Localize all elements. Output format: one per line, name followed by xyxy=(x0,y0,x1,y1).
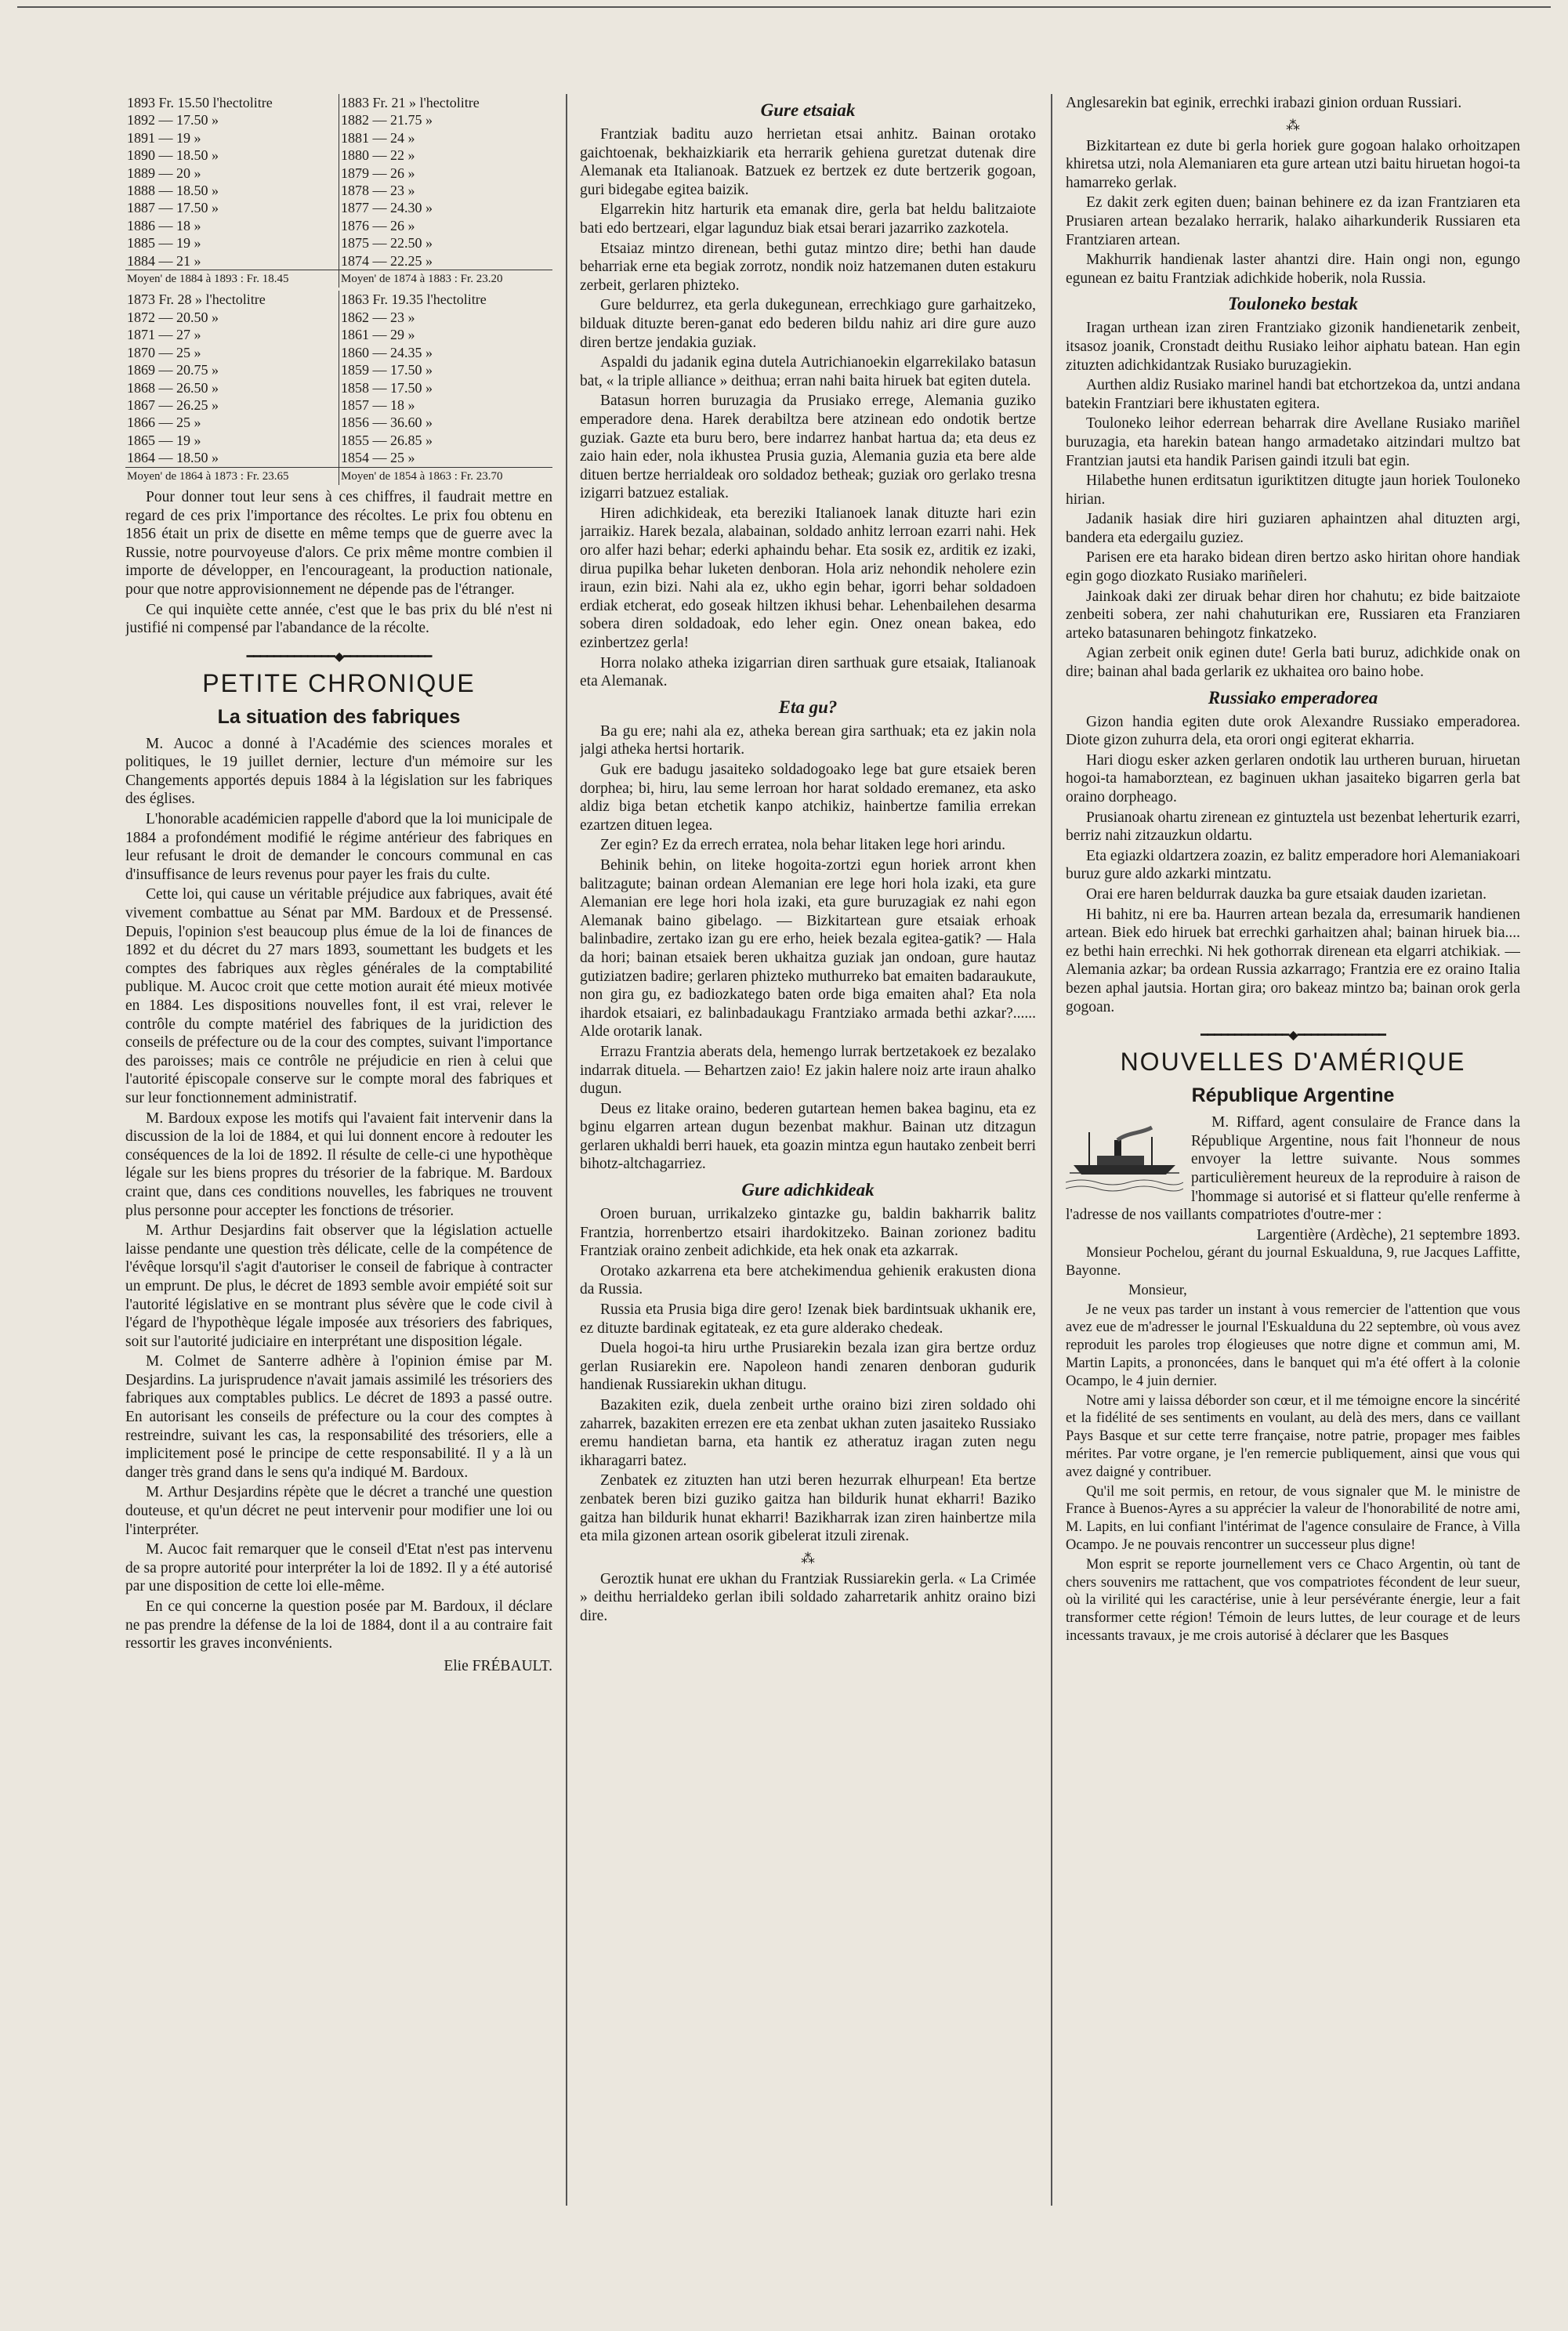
price-entry: 1889 — 20 » xyxy=(125,165,339,182)
price-entry: 1890 — 18.50 » xyxy=(125,147,339,164)
paragraph: M. Arthur Desjardins fait observer que la législation actuelle laisse pendante une question très délicate, celle de la compétence de l'évêque lorsqu'il s'agit d'autoriser le conseil de fabrique à contracter un emprunt. De plus, le décret de 1893 semble avoir empiété soit sur l'autorité législative en se montrant plus sévère que le code civil à l'égard de l'hypothèque légale imposée aux trésoriers des fabriques, soit sur l'autorité judiciaire en interprétant une disposition légale. xyxy=(125,1222,552,1350)
letter-salutation: Monsieur, xyxy=(1128,1282,1187,1298)
steamship-illustration xyxy=(1066,1117,1183,1195)
article-title: Eta gu? xyxy=(778,697,838,717)
column-2 xyxy=(580,94,1036,2225)
average-price: Moyen' de 1874 à 1883 : Fr. 23.20 xyxy=(339,270,553,288)
price-entry: 1877 — 24.30 » xyxy=(341,200,433,216)
price-entry: 1874 — 22.25 » xyxy=(341,252,433,269)
price-entry: 1858 — 17.50 » xyxy=(341,379,433,396)
price-entry: 1854 — 25 » xyxy=(341,450,415,466)
letter-date: Largentière (Ardèche), 21 septembre 1893. xyxy=(1256,1226,1520,1243)
letter-addressee: Monsieur Pochelou, gérant du journal Eskualduna, 9, rue Jacques Laffitte, Bayonne. xyxy=(1066,1245,1520,1280)
paragraph: Russia eta Prusia biga dire gero! Izenak biek bardintsuak ukhanik ere, ez dituzte bardinak egitateak, ez eta gure alderako chedeak. xyxy=(580,1301,1036,1337)
price-entry: 1865 — 19 » xyxy=(125,432,339,449)
paragraph: Deus ez litake oraino, bederen gutartean hemen bakea baginu, eta ez bginu elgarren artean dugun bezenbat makhur. Bainan utz ditzagun gerlaren ukhaldi berri hauek, eta goazin mintza egun hautako zenbeit berri bihotz-altchagarriez. xyxy=(580,1100,1036,1173)
price-entry: 1863 Fr. 19.35 l'hectolitre xyxy=(341,291,487,308)
article-title: République Argentine xyxy=(1191,1084,1395,1107)
paragraph: Orotako azkarrena eta bere atchekimendua gehienik erakusten diona da Russia. xyxy=(580,1262,1036,1298)
paragraph: Bizkitartean ez dute bi gerla horiek gure gogoan halako orhoitzapen khiretsa utzi, nola Alemaniaren eta gure artean utzi baitu hiruetan hogoi-ta hamarreko gerlak. xyxy=(1066,137,1520,191)
paragraph: Gizon handia egiten dute orok Alexandre Russiako emperadorea. Diote gizon zuhurra dela, eta orori ongi egiterat ekharria. xyxy=(1066,713,1520,749)
paragraph: Parisen ere eta harako bidean diren bertzo asko hiritan ohore handiak egin gogo diozkato Rusiako mariñeleri. xyxy=(1066,549,1520,585)
price-entry: 1861 — 29 » xyxy=(341,327,415,343)
ornament-divider: ━━━━━━━━━━━━━◆━━━━━━━━━━━━━ xyxy=(246,650,432,664)
letter-paragraph: Qu'il me soit permis, en retour, de vous signaler que M. le ministre de France à Buenos-Ayres a su apprécier la valeur de l'honorabilité de notre ami, M. Lapits, en lui confiant l'intérimat de l'agence consulaire de France, à Villa Ocampo. Je ne pouvais rencontrer un successeur plus digne! xyxy=(1066,1483,1520,1554)
paragraph: Etsaiaz mintzo direnean, bethi gutaz mintzo dire; bethi han daude beharriak erne eta begiak zorrotz, nondik noiz hatzemanen duten estakuru zerbeit, gerlaren phizteko. xyxy=(580,240,1036,294)
paragraph: Iragan urthean izan ziren Frantziako gizonik handienetarik zenbeit, itsasoz joanik, Cronstadt deithu Rusiako leihor aiphatu batean. Han egin zituzten adichkidantzak Rusiako buruzagiekin. xyxy=(1066,320,1520,374)
paragraph: Aspaldi du jadanik egina dutela Autrichianoekin elgarrekilako batasun bat, « la triple alliance » deithua; erran nahi baita hiruek bat egiten dutela. xyxy=(580,354,1036,389)
paragraph: Orai ere haren beldurrak dauzka ba gure etsaiak dauden izarietan. xyxy=(1086,885,1487,903)
price-entry: 1875 — 22.50 » xyxy=(341,235,433,252)
average-price: Moyen' de 1884 à 1893 : Fr. 18.45 xyxy=(125,270,339,288)
paragraph: M. Aucoc a donné à l'Académie des sciences morales et politiques, le 19 juillet dernier, lecture d'un mémoire sur les Changements apportés depuis 1884 à la législation sur les fabriques des églises. xyxy=(125,735,552,808)
price-entry: 1884 — 21 » xyxy=(125,252,339,270)
price-entry: 1876 — 26 » xyxy=(341,217,415,233)
paragraph: Anglesarekin bat eginik, errechki irabazi ginion orduan Russiari. xyxy=(1066,95,1462,111)
price-entry: 1891 — 19 » xyxy=(125,129,339,147)
price-entry: 1859 — 17.50 » xyxy=(341,362,433,378)
column-rule xyxy=(566,94,567,2206)
paragraph: M. Arthur Desjardins répète que le décret a tranché une question douteuse, et qu'un décret ne peut intervenir pour modifier une loi ou l'interpréter. xyxy=(125,1484,552,1538)
paragraph: Hiren adichkideak, eta bereziki Italianoek lanak dituzte hari ezin jarraikiz. Harek bezala, alabainan, soldado anhitz lerroan ezarri nahi. Hek oro alfer hazi behar; ederki aphaindu behar. Eta sosik ez, arditik ez izaki, dirua pupilka behar luketen denboran. Hola ariz nehondik neholere ezin iraun, ezin bizi. Nahi ala ez, ukho egin behar, igorri behar soldadoen erdiak etcherat, edo goseak hiltzen ikhusi behar. Lehenbailehen desarma sobera diren soldadoak, edo leher egin. Onez onean bakea, edo ezinbertzez gerla! xyxy=(580,505,1036,652)
paragraph: Batasun horren buruzagia da Prusiako errege, Alemania guziko emperadore dena. Harek derabiltza bere atzinean edo ondotik bertze guziak. Gazte eta buru bero, bere indarrez hanbat hartua da; eta deus ez zaio hain eder, nola ikhustea Prusia guzia, Alemania guzia eta bere alde dituen bertze herrialdeak oro soldadoz betheak; guziak oro gerlako tresna izigarri batzuez estaliak. xyxy=(580,393,1036,502)
average-price: Moyen' de 1854 à 1863 : Fr. 23.70 xyxy=(339,467,553,485)
paragraph: Eta egiazki oldartzera zoazin, ez balitz emperadore hori Alemaniakoari buruz gure aldo azkarki mintzatu. xyxy=(1066,847,1520,883)
article-title: La situation des fabriques xyxy=(217,705,461,728)
price-entry: 1879 — 26 » xyxy=(341,165,415,181)
article-title: Gure etsaiak xyxy=(760,100,856,120)
price-entry: 1878 — 23 » xyxy=(341,183,415,199)
stars-separator: ⁂ xyxy=(1286,117,1300,133)
price-entry: 1872 — 20.50 » xyxy=(125,309,339,326)
price-entry: 1862 — 23 » xyxy=(341,309,415,325)
average-price: Moyen' de 1864 à 1873 : Fr. 23.65 xyxy=(125,467,339,485)
section-title: PETITE CHRONIQUE xyxy=(202,668,476,697)
paragraph: Zer egin? Ez da errech erratea, nola behar litaken lege hori arindu. xyxy=(600,837,1006,854)
article-body xyxy=(125,735,552,1653)
price-entry: 1869 — 20.75 » xyxy=(125,361,339,378)
paragraph: Zenbatek ez zituzten han utzi beren hezurrak elhurpean! Eta bertze zenbatek beren bizi guziko gaitza han bildurik hunat ekharri! Baziko gaitza han bildurik hunat ekharri! Bazikharrak izan ziren hainbertze mila eta mila gizonen artean osorik gibelerat itzuli zirenak. xyxy=(580,1472,1036,1545)
paragraph: Agian zerbeit onik eginen dute! Gerla bati buruz, adichkide onak on dire; bainan ahal bada gerlarik ez ukhaitea oro baino hobe. xyxy=(1066,645,1520,681)
paragraph: Elgarrekin hitz harturik eta emanak dire, gerla bat heldu balitzaiote bati edo bertzeari, elgar lagunduz biak etsai berari jazarriko zazkotela. xyxy=(580,201,1036,237)
column-1 xyxy=(125,94,552,2225)
section-title: NOUVELLES D'AMÉRIQUE xyxy=(1120,1048,1466,1077)
paragraph: Jadanik hasiak dire hiri guziaren aphaintzen ahal dituzten argi, bandera eta edergailu guziez. xyxy=(1066,511,1520,546)
wheat-price-table-1 xyxy=(125,94,552,288)
price-entry: 1860 — 24.35 » xyxy=(341,344,433,360)
price-entry: 1886 — 18 » xyxy=(125,217,339,234)
paragraph: Geroztik hunat ere ukhan du Frantziak Russiarekin gerla. « La Crimée » deithu herrialdeko gerlan ibili soldado zaharretarik anhitz oraino bizi dire. xyxy=(580,1570,1036,1624)
paragraph: Jainkoak daki zer diruak behar diren hor chahutu; ez bide baitzaiote zenbeiti sobera, zer nahi chahuturikan ere, Russiaren eta Franziaren arteko batasunaren behingotz finkatzeko. xyxy=(1066,588,1520,642)
price-entry: 1887 — 17.50 » xyxy=(125,199,339,216)
article-title: Gure adichkideak xyxy=(741,1180,875,1200)
paragraph: Ez dakit zerk egiten duen; bainan behinere ez da izan Frantziaren eta Prusiaren artean bezalako herrarik, halako aiharkunderik Russiaren eta Frantziaren artean. xyxy=(1066,194,1520,248)
price-entry: 1885 — 19 » xyxy=(125,234,339,252)
paragraph: L'honorable académicien rappelle d'abord que la loi municipale de 1884 a profondément modifié le régime antérieur des fabriques en leur refusant le droit de demander le concours communal en cas d'insuffisance de leurs revenus pour payer les frais du culte. xyxy=(125,811,552,883)
paragraph: En ce qui concerne la question posée par M. Bardoux, il déclare ne pas prendre la défense de la loi de 1884, dont il a au contraire fait ressortir les graves inconvénients. xyxy=(125,1598,552,1652)
paragraph: M. Aucoc fait remarquer que le conseil d'Etat n'est pas intervenu de sa propre autorité pour interpréter la loi de 1892. Il y a été autorisé par une disposition de cette loi elle-même. xyxy=(125,1541,552,1595)
paragraph: Cette loi, qui cause un véritable préjudice aux fabriques, avait été vivement combattue au Sénat par MM. Bardoux et de Pressensé. Depuis, l'opinion s'est beaucoup plus émue de la loi de finances de 1892 et du décret du 27 mars 1893, soumettant les budgets et les comptes des fabriques aux règles générales de la comptabilité publique. M. Aucoc croit que cette motion aurait été mieux motivée en 1884. Les dispositions nouvelles font, il est vrai, relever le contrôle du compte matériel des fabriques de la juridiction des conseils de préfecture ou de la cour des comptes, suivant l'importance des paroisses; mais ce contrôle ne préjudicie en rien à celui que l'autorité épiscopale conserve sur le compte moral des fabriques et sur leur fonctionnement administratif. xyxy=(125,886,552,1106)
paragraph: M. Riffard, agent consulaire de France dans la République Argentine, nous fait l'honneur de nous envoyer la lettre suivante. Nous sommes particulièrement heureux de la reproduire à raison de l'hommage si autorisé et si flatteur qu'elle renferme à l'adresse de nos vaillants compatriotes d'outre-mer : xyxy=(1066,1114,1520,1224)
price-entry: 1893 Fr. 15.50 l'hectolitre xyxy=(125,94,339,111)
paragraph: Duela hogoi-ta hiru urthe Prusiarekin bezala izan gira bertze orduz gerlan Rusiarekin ere. Napoleon handi zenaren denboran gudurik handienak Russiarekin ukhan ditugu. xyxy=(580,1340,1036,1394)
paragraph: Frantziak baditu auzo herrietan etsai anhitz. Bainan orotako gaichtoenak, bekhaizkiarik eta herrarik gehiena guretzat dutenak dire Alemanak eta Italianoak. Batzuek ez bertzek ez dute bertzerik gogoan, guri bidegabe egitea baizik. xyxy=(580,126,1036,198)
paragraph: Ce qui inquiète cette année, c'est que le bas prix du blé n'est ni justifié ni compensé par l'abandance de la récolte. xyxy=(125,601,552,637)
paragraph: Hilabethe hunen erditsatun iguriktitzen ditugte jaun horiek Touloneko hirian. xyxy=(1066,472,1520,508)
price-entry: 1856 — 36.60 » xyxy=(341,414,433,431)
column-3 xyxy=(1066,94,1520,2225)
paragraph: Gure beldurrez, eta gerla dukegunean, errechkiago gure garhaitzeko, bilduak dituzte beren-ganat edo bederen bildu nahiz ari dire gure auzo diren bertze jendakia guziak. xyxy=(580,297,1036,351)
price-entry: 1867 — 26.25 » xyxy=(125,396,339,414)
price-entry: 1871 — 27 » xyxy=(125,326,339,343)
paragraph: Bazakiten ezik, duela zenbeit urthe oraino bizi ziren soldado ohi zaharrek, bazakiten errezen ere eta zenbat ukhan zuten jasaiteko Russiako eremu handietan barna, eta hantik ez atheratuz iragan zuten negu ikharagarri batez. xyxy=(580,1397,1036,1469)
price-entry: 1880 — 22 » xyxy=(341,147,415,164)
price-entry: 1857 — 18 » xyxy=(341,396,415,413)
paragraph: Prusianoak ohartu zirenean ez gintuztela ust bezenbat leherturik ezarri, berriz nahi zitzauzkun oldartu. xyxy=(1066,809,1520,845)
price-entry: 1873 Fr. 28 » l'hectolitre xyxy=(125,291,339,308)
price-entry: 1883 Fr. 21 » l'hectolitre xyxy=(341,95,480,110)
stars-separator: ⁂ xyxy=(801,1550,815,1566)
article-title: Touloneko bestak xyxy=(1228,294,1358,314)
letter-paragraph: Je ne veux pas tarder un instant à vous remercier de l'attention que vous avez eue de m'adresser le journal l'Eskualduna du 22 septembre, où vous avez reproduit les paroles trop élogieuses que notre digne et commun ami, M. Martin Lapits, a prononcées, dans le banquet qui m'a été offert à la colonie Ocampo, le 4 juin dernier. xyxy=(1066,1301,1520,1389)
price-entry: 1881 — 24 » xyxy=(341,129,415,146)
price-entry: 1892 — 17.50 » xyxy=(125,111,339,128)
paragraph: Guk ere badugu jasaiteko soldadogoako lege bat gure etsaiek beren dorphea; bi, hiru, lau seme lerroan hor harat soldado eremanez, eta asko aldiz biga betan etchetik kanpo atchikiz, hainbertze familia errekan ezartzen dituen legea. xyxy=(580,762,1036,834)
article-title: Russiako emperadorea xyxy=(1208,687,1378,708)
paragraph: Hari diogu esker azken gerlaren ondotik lau urtheren buruan, hiruetan hogoi-ta hamaborztean, ez baginuen ukhan jasaiteko bigarren gerla bat oraino dorpheago. xyxy=(1066,751,1520,805)
price-entry: 1882 — 21.75 » xyxy=(341,112,433,128)
paragraph: Behinik behin, on liteke hogoita-zortzi egun horiek arront khen balitzagute; bainan ordean Alemanian ere lege hori hola izaki, eta gure Alemanian ere lege hori hola izaki, eta gure buruzagiak ez nahi egon Alemanak baino gibelago. — Bizkitartean gure etsaiak erhoak balinbadire, zertako izan gu ere erho, heiek bezala egitea-gatik? — Hala da hori; bainan etsaiek beren ukhaitza guziak jan ondoan, gure hautaz gutiziatzen badire; gerlaren phizteko muthurreko bat emaiten badaraukute, non gira gu, ez badiozkatego baten orde biga emaiten ahal? Eta nola ihardok etsaiari, ez balinbadaukagu Frantziako armada bethi azkar?...... Alde orotarik lanak. xyxy=(580,856,1036,1041)
wheat-price-table-2 xyxy=(125,291,552,484)
letter-paragraph: Notre ami y laissa déborder son cœur, et il me témoigne encore la sincérité et la fidélité de ses sentiments en voulant, au delà des mers, dans ce vaillant Pays Basque et sur cette terre française, notre patrie, propager mes faibles mérites. Par votre organe, je l'en remercie publiquement, ainsi que vous qui avez daigné y contribuer. xyxy=(1066,1392,1520,1480)
paragraph: Aurthen aldiz Rusiako marinel handi bat etchortzekoa da, untzi andana batekin Frantziari bere ikhustaten egitera. xyxy=(1066,377,1520,412)
paragraph: Makhurrik handienak laster ahantzi dire. Hain ongi non, egungo egunean ez baitu Frantziak adichkide hoberik, nola Russia. xyxy=(1066,252,1520,287)
paragraph: Pour donner tout leur sens à ces chiffres, il faudrait mettre en regard de ces prix l'importance des récoltes. Le prix fou obtenu en 1856 était un prix de disette en même temps que de guerre avec la Russie, notre pourvoyeuse d'alors. Ce prix même montre combien il importe de développer, en l'encourageant, la production nationale, pour que notre approvisionnement ne dépende pas de l'étranger. xyxy=(125,488,552,598)
price-entry: 1888 — 18.50 » xyxy=(125,182,339,199)
price-entry: 1868 — 26.50 » xyxy=(125,379,339,396)
letter-paragraph: Mon esprit se reporte journellement vers ce Chaco Argentin, où tant de chers souvenirs me rattachent, que vos compatriotes fécondent de leur sueur, où la virilité qui les caractérise, unie à leur persévérante énergie, leur a fait transformer cette région! Témoin de leurs luttes, de leur courage et de leurs incessants travaux, je me crois autorisé à déclarer que les Basques xyxy=(1066,1556,1520,1645)
paragraph: M. Bardoux expose les motifs qui l'avaient fait intervenir dans la discussion de la loi de 1884, et qui lui donnent encore à redouter les conséquences de la loi de 1892. Il résulte de celle-ci une hypothèque légale sur les biens propres du trésorier de la fabrique. M. Bardoux craint que, dans ces conditions nouvelles, les fabriques ne trouvent plus personne pour accepter les fonctions de trésorier. xyxy=(125,1109,552,1219)
paragraph: Errazu Frantzia aberats dela, hemengo lurrak bertzetakoek ez bezalako indarrak dituela. — Behartzen zaio! Ez jakin halere noiz arte iraun ahalko dugun. xyxy=(580,1043,1036,1098)
paragraph: Oroen buruan, urrikalzeko gintazke gu, baldin bakharrik balitz Frantzia, horrenbertzo etsairi ihardokitzeko. Bainan zorionez baditu Frantziak oraino zenbeit adichkide, eta hek onak eta azkarrak. xyxy=(580,1206,1036,1260)
signature: Elie FRÉBAULT. xyxy=(444,1657,552,1674)
paragraph: Horra nolako atheka izigarrian diren sarthuak gure etsaiak, Italianoak eta Alemanak. xyxy=(580,654,1036,690)
paragraph: M. Colmet de Santerre adhère à l'opinion émise par M. Desjardins. La jurisprudence n'avait jamais assimilé les trésoriers des fabriques aux comptables publics. Le décret de 1893 a passé outre. En autorisant les conseils de préfecture ou la cour des comptes à restreindre, suivant les cas, la responsabilité des trésoriers, elle a implicitement posé le principe de cette responsabilité. Il y a là un danger très grand dans le sens qu'a indiqué M. Bardoux. xyxy=(125,1353,552,1481)
ornament-divider: ━━━━━━━━━━━━━◆━━━━━━━━━━━━━ xyxy=(1200,1029,1385,1043)
price-entry: 1870 — 25 » xyxy=(125,344,339,361)
paragraph: Hi bahitz, ni ere ba. Haurren artean bezala da, erresumarik handienen artean. Biek edo hiruek bat errechki garhaitzen ahal; bainan hiruek bia.... ez bethi hain errechki. Ni hek gothorrak direnean eta elgarri atchikiak. — Alemania azkar; ba ordean Russia azkarrago; Frantzia ere ez oraino Italia bezen aphal jautsia. Hortan gira; oro bakeaz mintzo ba; bainan orok gerla gogoan. xyxy=(1066,906,1520,1015)
price-entry: 1866 — 25 » xyxy=(125,414,339,431)
paragraph: Touloneko leihor ederrean beharrak dire Avellane Rusiako mariñel buruzagia, eta harekin batean hango armadetako aitzindari multzo bat Frantzian jautsi eta handik Parisen gaindi itzuli bat egin. xyxy=(1066,415,1520,469)
price-entry: 1864 — 18.50 » xyxy=(125,449,339,467)
top-border xyxy=(17,6,1551,8)
column-rule xyxy=(1051,94,1052,2206)
price-entry: 1855 — 26.85 » xyxy=(341,432,433,448)
paragraph: Ba gu ere; nahi ala ez, atheka berean gira sarthuak; eta ez jakin nola jalgi atheka hertsi hortarik. xyxy=(580,722,1036,758)
